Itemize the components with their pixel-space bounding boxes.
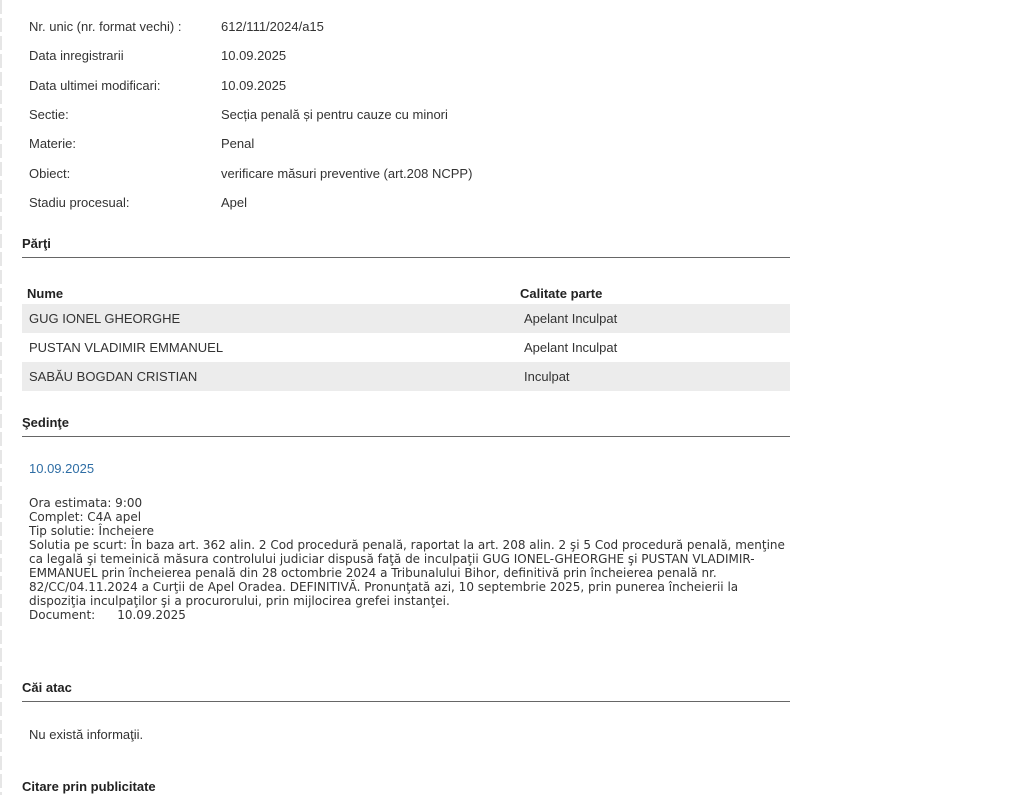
sedinta-entry	[29, 461, 789, 622]
party-name: SABĂU BOGDAN CRISTIAN	[29, 369, 198, 384]
detail-value: Apel	[221, 194, 248, 210]
column-header-nume: Nume	[27, 285, 64, 301]
party-role: Apelant Inculpat	[524, 340, 618, 355]
ora-estimata: Ora estimata: 9:00	[29, 496, 143, 510]
detail-label: Sectie:	[29, 107, 69, 123]
party-role: Apelant Inculpat	[524, 311, 618, 326]
detail-row-sectie	[22, 100, 790, 129]
detail-value: 10.09.2025	[221, 77, 287, 93]
section-heading-cai-atac: Căi atac	[22, 680, 790, 702]
section-heading-parti: Părţi	[22, 236, 790, 258]
solutie-line: dispoziţia inculpaţilor şi a procurorului, prin mijlocirea grefei instanţei.	[29, 594, 450, 608]
detail-label: Data ultimei modificari:	[29, 77, 161, 93]
document-date: 10.09.2025	[117, 608, 186, 622]
sedinta-date: 10.09.2025	[29, 461, 95, 476]
party-name: PUSTAN VLADIMIR EMMANUEL	[29, 340, 224, 355]
detail-value: verificare măsuri preventive (art.208 NCPP)	[221, 165, 473, 181]
case-detail-panel	[22, 0, 790, 794]
complet: Complet: C4A apel	[29, 510, 142, 524]
detail-row-stadiu	[22, 188, 790, 217]
parti-table	[22, 282, 790, 391]
case-details	[22, 12, 790, 217]
detail-label: Nr. unic (nr. format vechi) :	[29, 19, 182, 35]
no-info-text: Nu există informaţii.	[29, 727, 144, 742]
table-row	[22, 362, 790, 391]
detail-label: Data inregistrarii	[29, 48, 124, 64]
detail-row-nr-unic	[22, 12, 790, 41]
party-name: GUG IONEL GHEORGHE	[29, 311, 181, 326]
detail-label: Obiect:	[29, 165, 71, 181]
party-role: Inculpat	[524, 369, 570, 384]
detail-value: Penal	[221, 136, 255, 152]
detail-label: Stadiu procesual:	[29, 194, 130, 210]
section-heading-sedinte: Şedinţe	[22, 415, 790, 437]
detail-value: 612/111/2024/a15	[221, 19, 324, 35]
section-heading-citare: Citare prin publicitate	[22, 779, 156, 794]
detail-value: 10.09.2025	[221, 48, 287, 64]
solutie-line: EMMANUEL prin încheierea penală din 28 octombrie 2024 a Tribunalului Bihor, definitivă prin încheierea penală nr.	[29, 566, 717, 580]
detail-value: Secția penală și pentru cauze cu minori	[221, 107, 448, 123]
detail-row-data-inregistrarii	[22, 41, 790, 70]
tip-solutie: Tip solutie: Încheiere	[29, 524, 155, 538]
detail-label: Materie:	[29, 136, 76, 152]
table-header	[22, 282, 790, 304]
detail-row-data-modificari	[22, 71, 790, 100]
column-header-calitate: Calitate parte	[520, 285, 603, 301]
table-row	[22, 304, 790, 333]
document-label: Document:	[29, 608, 96, 622]
detail-row-materie	[22, 129, 790, 158]
left-border-rule	[0, 0, 2, 795]
document-line	[29, 608, 789, 622]
detail-row-obiect	[22, 158, 790, 187]
table-row	[22, 333, 790, 362]
solutie-line: 82/CC/04.11.2024 a Curţii de Apel Oradea. DEFINITIVĂ. Pronunţată azi, 10 septembrie 2025, prin punerea încheierii la	[29, 580, 739, 594]
solutie-line: ca legală şi temeinică măsura controlului judiciar dispusă faţă de inculpaţii GUG IONEL-GHEORGHE şi PUSTAN VLADIMIR-	[29, 552, 755, 566]
solutie-line: Solutia pe scurt: În baza art. 362 alin. 2 Cod procedură penală, raportat la art. 208 alin. 2 şi 5 Cod procedură penală, menţine	[29, 538, 785, 552]
